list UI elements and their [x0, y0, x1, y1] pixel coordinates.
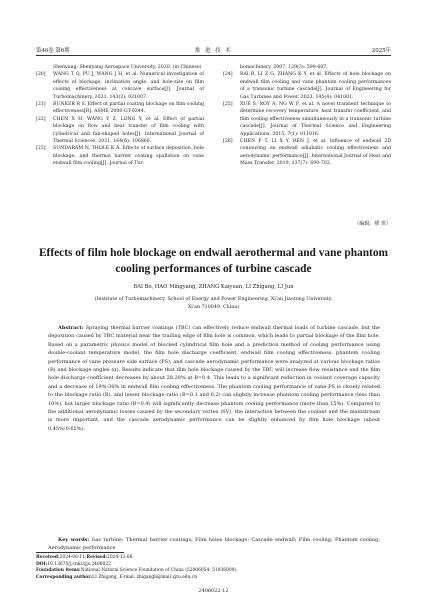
reference-item: [25] XUE S, ROY A, NG W F, et al. A novel transient technique to determine recovery temperature, heat transfer coefficient, and film cooling effectiveness simultaneously in a transonic turbine cascade[J]. Journal of Thermal Science and Engineering Applications, 2015, 7(1): 011016. — [223, 102, 391, 137]
reference-item: [24] BAI B, LI Z G, ZHANG K Y, et al. Effects of hole blockage on endwall film cooling and vane phantom cooling performances of a transonic turbine cascade[J]. Journal of Engineering for Gas Turbines and Power, 2023, 145(4): 041001. — [223, 72, 391, 100]
running-header — [36, 46, 391, 55]
reference-item: [21] BUNKER R S. Effect of partial coating blockage on film cooling effectiveness[R]. ASME 2000-GT-0244. — [36, 102, 204, 115]
references-right-column — [223, 64, 391, 168]
keywords-text: Gas turbine; Thermal barrier coatings; Film holes blockage; Cascade endwall; Film cooling; Phantom cooling; Aerodynamic performance — [48, 537, 381, 552]
reference-item: Shenyang: Shenyang Aerospace University, 2020. (in Chinese) — [53, 65, 202, 70]
reference-item: [22] CHEN X H, WANG Y Z, LONG Y, et al. Effect of partial blockage on flow and heat transfer of film cooling with cylindrical and fan-shaped holes[J]. International Journal of Thermal Sciences, 2021, 164(6): 106866. — [36, 116, 204, 145]
paper-title: Effects of film hole blockage on endwall aerothermal and vane phantom cooling performances of turbine cascade — [38, 247, 389, 275]
abstract — [48, 324, 380, 433]
references-left-column — [36, 64, 204, 168]
journal-volume: 第46卷 第6期 — [36, 48, 70, 54]
affiliation-line: (Institute of Turbomachinery, School of Energy and Power Engineering, Xi'an Jiaotong University, — [94, 297, 333, 302]
affiliation — [36, 296, 391, 312]
dates-line: Received:2024-06-11;Revised:2024-12-06. — [36, 555, 134, 560]
foundation-line: Foundation items:National Natural Science Foundation of China (52006054; 51936008). — [36, 568, 238, 574]
corresponding-author-line: Corresponding author:LI Zhigang, E-mail: zhigangli@mail.xjtu.edu.cn — [36, 574, 198, 580]
abstract-text: Spraying thermal barrier coatings (TBC) can effectively reduce endwall thermal loads of turbine cascade, but the deposition caused by TBC material near the trailing edge of film hole is common, which leads to partial blockage of the film hole. Based on a parametric physics model of blocked cylindrical film hole and a prediction method of cooling performance using double-coolant temperature model, the film hole discharge coefficient, endwall film cooling effectiveness, phantom cooling performance of vane pressure side surface (PS), and cascade aerodynamic performance were analyzed at various blockage ratios (B) and blockage angles (α). Results indicate that film hole blockage caused by the TBC will increase flow resistance and the film hole discharge coefficient decreases by about 28.28% at B=0.4. This leads to a significant reduction in coolant coverage capacity and a decrease of 19%-30% in endwall film cooling effectiveness. The phantom cooling performance of vane PS is closely related to the blockage ratio (B), and lesser blockage ratio (B=0.1 and 0.2) can slightly increase phantom cooling performance (less than 10%), but larger blockage ratio (B=0.4) will significantly decrease phantom cooling performance (more than 15%). Compared to the additional aerodynamic losses caused by the secondary vortex (SV), the interaction between the coolant and the mainstream is more important, and the cascade aerodynamic performance can be slightly enhanced by film hole blockage (about 0.45%-0.65%). — [48, 325, 380, 432]
journal-year: 2025年 — [371, 48, 391, 54]
abstract-label: Abstract: — [58, 325, 84, 331]
footnote-rule — [36, 552, 124, 553]
keywords-label: Key words: — [58, 537, 90, 543]
keywords — [48, 536, 380, 553]
reference-item: [23] SUNDARAM N, THOLE K A. Effects of surface deposition, hole blockage, and thermal barrier coating spallation on vane endwall film cooling[J]. Journal of Tur- — [36, 146, 204, 167]
doi-line: DOI:10.13675/j.cnki.tjjs.2406022 — [36, 561, 111, 567]
reference-item: [26] CHEN P T, LI X Y, REN J, et al. Influence of endwall 2D contouring on endwall adiabatic cooling effectiveness and aerodynamic performance[J]. International Journal of Heat and Mass Transfer, 2019, 137(7): 690-702. — [223, 139, 391, 167]
journal-name: 推 进 技 术 — [194, 48, 233, 54]
page-number: 2406022-12 — [198, 588, 229, 594]
header-rule — [36, 55, 391, 56]
affiliation-line: Xi'an 710049, China) — [187, 305, 240, 310]
footnotes — [36, 555, 391, 581]
editor-note: （编辑：缪 琪） — [354, 221, 391, 227]
reference-item: [20] WANG T Q, PU J, WANG J H, et al. Numerical investigation of effects of blockage, inclination angle, and hole-size on film cooling effectiveness at concave surface[J]. Journal of Turbomachinery, 2021, 143(2): 021007. — [36, 72, 204, 100]
reference-item: bomachinery, 2007, 129(3): 599-607. — [240, 65, 328, 70]
author-list: BAI Bo, HAO Mingyang, ZHANG Kaiyuan, LI Zhigang, LI Jun — [133, 284, 294, 290]
